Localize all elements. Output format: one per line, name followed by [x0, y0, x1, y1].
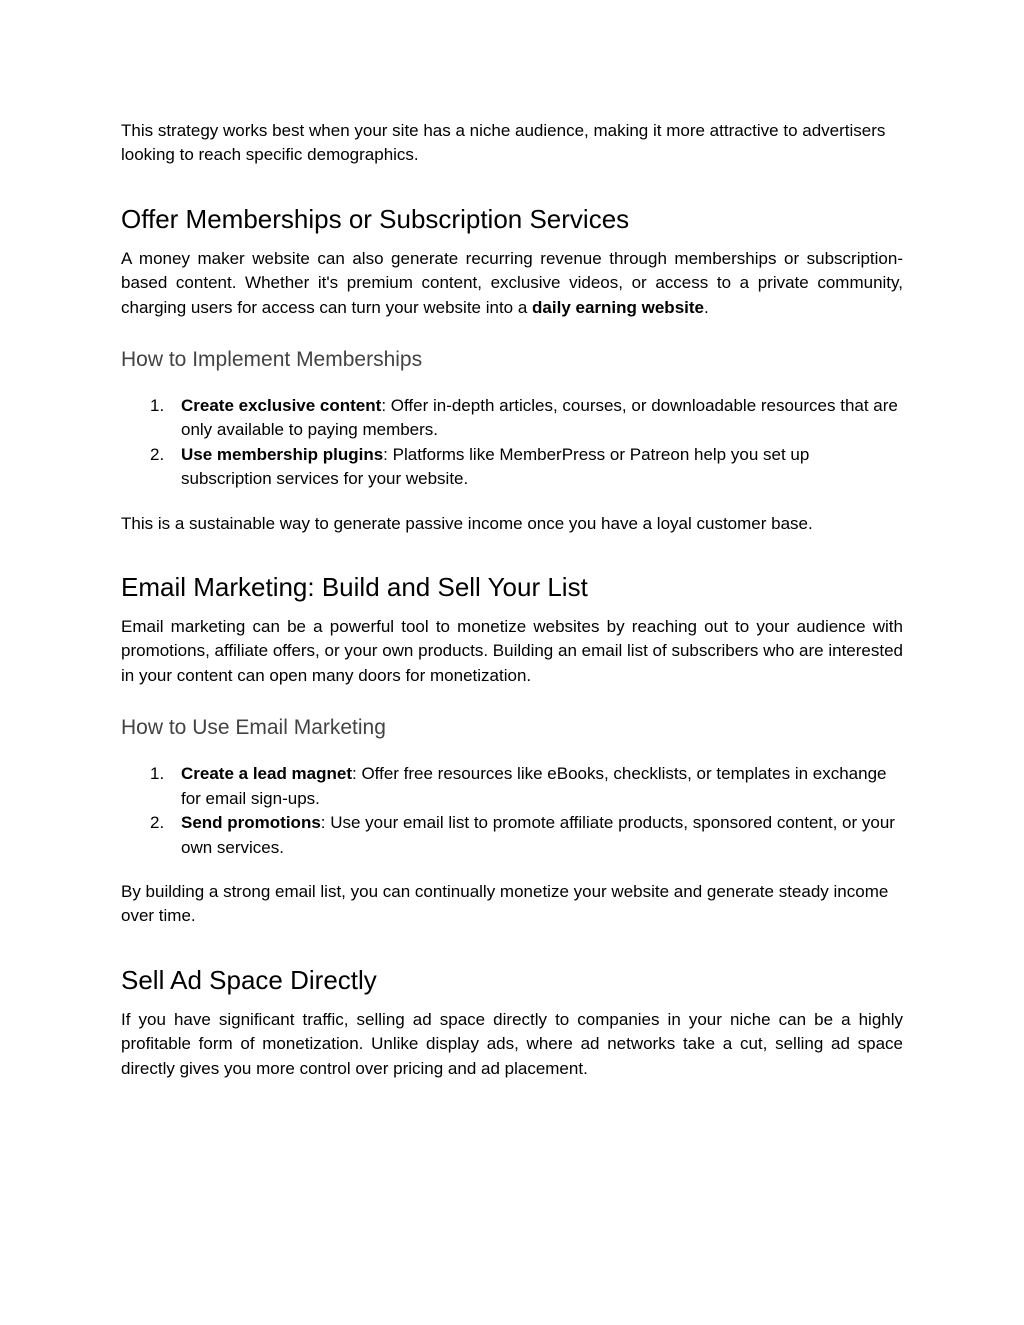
list-item: [121, 811, 903, 860]
list-item-number: 2.: [150, 813, 165, 833]
email-subheading: How to Use Email Marketing: [121, 716, 386, 740]
intro-paragraph: This strategy works best when your site has a niche audience, making it more attractive to advertisers looking to reach specific demographics.: [121, 121, 886, 165]
email-paragraph: Email marketing can be a powerful tool to monetize websites by reaching out to your audience with promotions, affiliate offers, or your own products. Building an email list of subscribers who are interested in your content can open many doors for monetization.: [121, 617, 903, 685]
list-item-bold: Create exclusive content: [181, 396, 382, 416]
list-item: [121, 762, 903, 811]
list-item: [121, 443, 903, 492]
list-item-bold: Use membership plugins: [181, 444, 384, 464]
memberships-heading: Offer Memberships or Subscription Services: [121, 203, 630, 234]
list-item-text: : Offer free resources like eBooks, checklists, or templates in exchange for email sign-ups.: [181, 764, 887, 808]
list-item-number: 2.: [150, 444, 165, 464]
memberships-paragraph-end: .: [704, 297, 709, 317]
email-heading: Email Marketing: Build and Sell Your List: [121, 572, 588, 603]
document-page: [121, 119, 903, 1081]
list-item-bold: Send promotions: [181, 813, 321, 833]
memberships-subheading: How to Implement Memberships: [121, 348, 423, 372]
list-item-text: : Offer in-depth articles, courses, or downloadable resources that are only available to paying members.: [181, 396, 898, 440]
memberships-paragraph-text: A money maker website can also generate recurring revenue through memberships or subscription-based content. Whether it's premium content, exclusive videos, or access to a private community, charging users for access can turn your website into a: [121, 248, 903, 317]
list-item-text: : Platforms like MemberPress or Patreon help you set up subscription services for your website.: [181, 444, 810, 489]
memberships-paragraph-bold: daily earning website: [532, 297, 704, 317]
list-item-text: : Use your email list to promote affiliate products, sponsored content, or your own services.: [181, 813, 895, 857]
memberships-paragraph: [121, 247, 903, 320]
list-item: [121, 394, 903, 443]
list-item-number: 1.: [150, 764, 165, 784]
memberships-closing: This is a sustainable way to generate passive income once you have a loyal customer base.: [121, 513, 813, 533]
adspace-paragraph: If you have significant traffic, selling ad space directly to companies in your niche can be a highly profitable form of monetization. Unlike display ads, where ad networks take a cut, selling ad space directly gives you more control over pricing and ad placement.: [121, 1009, 903, 1078]
email-list: [121, 762, 903, 860]
list-item-number: 1.: [150, 396, 165, 416]
memberships-list: [121, 394, 903, 492]
list-item-bold: Create a lead magnet: [181, 764, 353, 784]
email-closing: By building a strong email list, you can continually monetize your website and generate steady income over time.: [121, 881, 889, 926]
adspace-heading: Sell Ad Space Directly: [121, 964, 377, 995]
